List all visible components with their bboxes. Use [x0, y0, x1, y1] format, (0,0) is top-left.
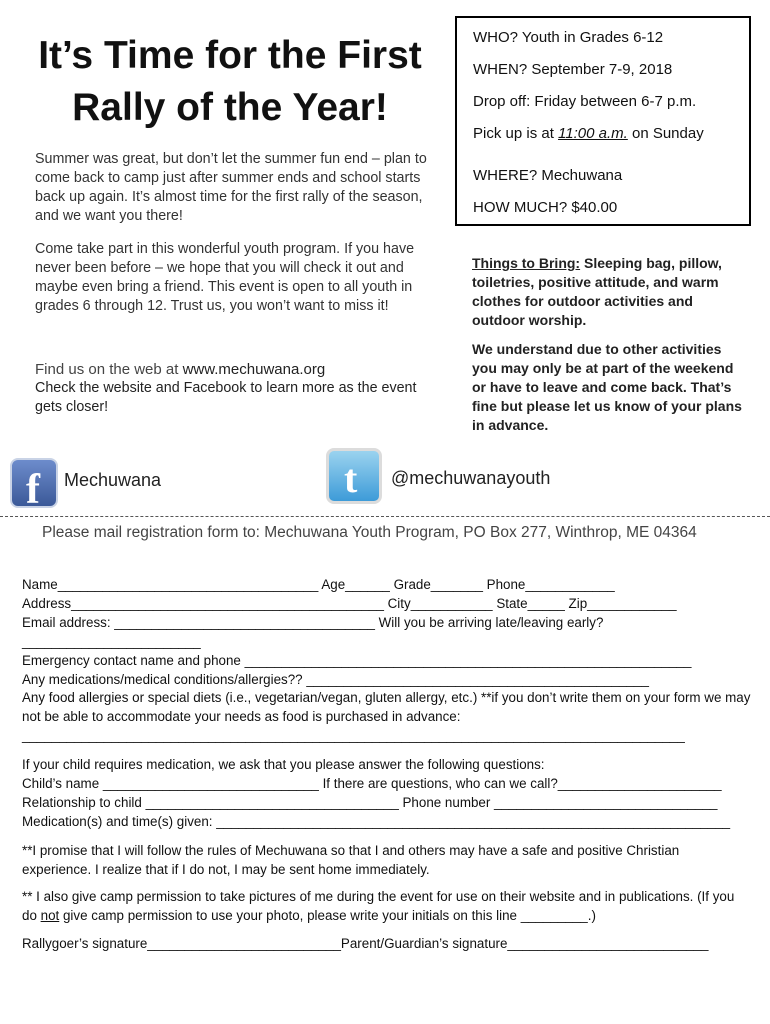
form-line-diet: Any food allergies or special diets (i.e., vegetarian/vegan, gluten allergy, etc.) **if you don’t write them on your form we may not be able to accommodate your needs as food is purchased in advance: [22, 690, 751, 725]
registration-form [22, 576, 752, 954]
event-info-box [455, 16, 751, 226]
facebook-name[interactable]: Mechuwana [64, 470, 162, 490]
info-pickup [473, 124, 749, 166]
info-when: WHEN? September 7-9, 2018 [473, 61, 673, 78]
form-line-relationship[interactable]: Relationship to child __________________________________ Phone number ______________________________ [22, 794, 718, 810]
photo-suffix[interactable]: give camp permission to use your photo, please write your initials on this line _________.) [59, 907, 596, 923]
form-line-emergency[interactable]: Emergency contact name and phone ____________________________________________________________ [22, 652, 692, 668]
intro-paragraph-1: Summer was great, but don’t let the summer fun end – plan to come back to camp just after summer ends and school starts back up again. It’s almost time for the first rally of the season, and we want you there! [35, 151, 427, 224]
web-find-prefix: Find us on the web at [35, 361, 183, 378]
cut-line-divider [0, 516, 770, 517]
form-line-name[interactable]: Name___________________________________ Age______ Grade_______ Phone____________ [22, 577, 615, 592]
form-line-late[interactable]: ________________________ [22, 633, 201, 649]
things-to-bring-label: Things to Bring: [472, 255, 581, 271]
things-to-bring-text: Sleeping bag, pillow, toiletries, positive attitude, and warm clothes for outdoor activities and outdoor worship. [472, 255, 722, 328]
form-line-medications[interactable]: Any medications/medical conditions/allergies?? ______________________________________________ [22, 671, 649, 687]
form-line-address[interactable]: Address__________________________________________ City___________ State_____ Zip____________ [22, 595, 677, 611]
page-title [20, 30, 440, 134]
info-dropoff: Drop off: Friday between 6-7 p.m. [473, 93, 697, 110]
pickup-suffix: on Sunday [627, 125, 704, 142]
signature-line[interactable]: Rallygoer’s signature__________________________Parent/Guardian’s signature___________________________ [22, 936, 709, 952]
title-line-2: Rally of the Year! [72, 86, 388, 129]
partial-attendance-note: We understand due to other activities you may only be at part of the weekend or have to leave and come back. That’s fine but please let us know of your plans in advance. [472, 341, 742, 433]
info-where: WHERE? Mechuwana [473, 167, 623, 184]
info-who: WHO? Youth in Grades 6-12 [473, 29, 664, 46]
form-line-email[interactable]: Email address: ___________________________________ Will you be arriving late/leaving early? [22, 614, 604, 630]
website-link[interactable]: www.mechuwana.org [182, 361, 326, 378]
twitter-handle[interactable]: @mechuwanayouth [391, 468, 551, 488]
promise-statement: **I promise that I will follow the rules of Mechuwana so that I and others may have a safe and positive Christian experience. I realize that if I do not, I may be sent home immediately. [22, 842, 680, 877]
web-check-text: Check the website and Facebook to learn more as the event gets closer! [35, 380, 417, 415]
photo-not: not [40, 907, 60, 923]
intro-text [35, 150, 450, 330]
pickup-time: 11:00 a.m. [558, 125, 628, 142]
things-to-bring [472, 254, 747, 330]
photo-prefix: ** I also give camp permission to take pictures of me during the event for use on their website and in publications. (If you do [22, 888, 735, 923]
form-line-med-intro: If your child requires medication, we ask that you please answer the following questions: [22, 757, 545, 773]
intro-paragraph-2: Come take part in this wonderful youth program. If you have never been before – we hope that you will check it out and maybe even bring a friend. This event is open to all youth in grades 6 through 12. Trust us, you won’t want to miss it! [35, 241, 415, 314]
photo-permission [22, 888, 752, 926]
form-line-med-times[interactable]: Medication(s) and time(s) given: _____________________________________________________________________ [22, 813, 731, 829]
mail-instructions: Please mail registration form to: Mechuwana Youth Program, PO Box 277, Winthrop, ME 04364 [42, 524, 697, 541]
form-line-child[interactable]: Child’s name _____________________________ If there are questions, who can we call?______________________ [22, 776, 722, 792]
facebook-icon[interactable]: f [10, 458, 58, 508]
form-line-diet-blank[interactable]: _________________________________________________________________________________________ [22, 728, 685, 744]
info-how-much: HOW MUCH? $40.00 [473, 199, 618, 216]
title-line-1: It’s Time for the First [38, 34, 422, 77]
pickup-prefix: Pick up is at [473, 125, 559, 142]
web-find-line [35, 361, 325, 378]
twitter-icon[interactable]: t [326, 448, 382, 504]
